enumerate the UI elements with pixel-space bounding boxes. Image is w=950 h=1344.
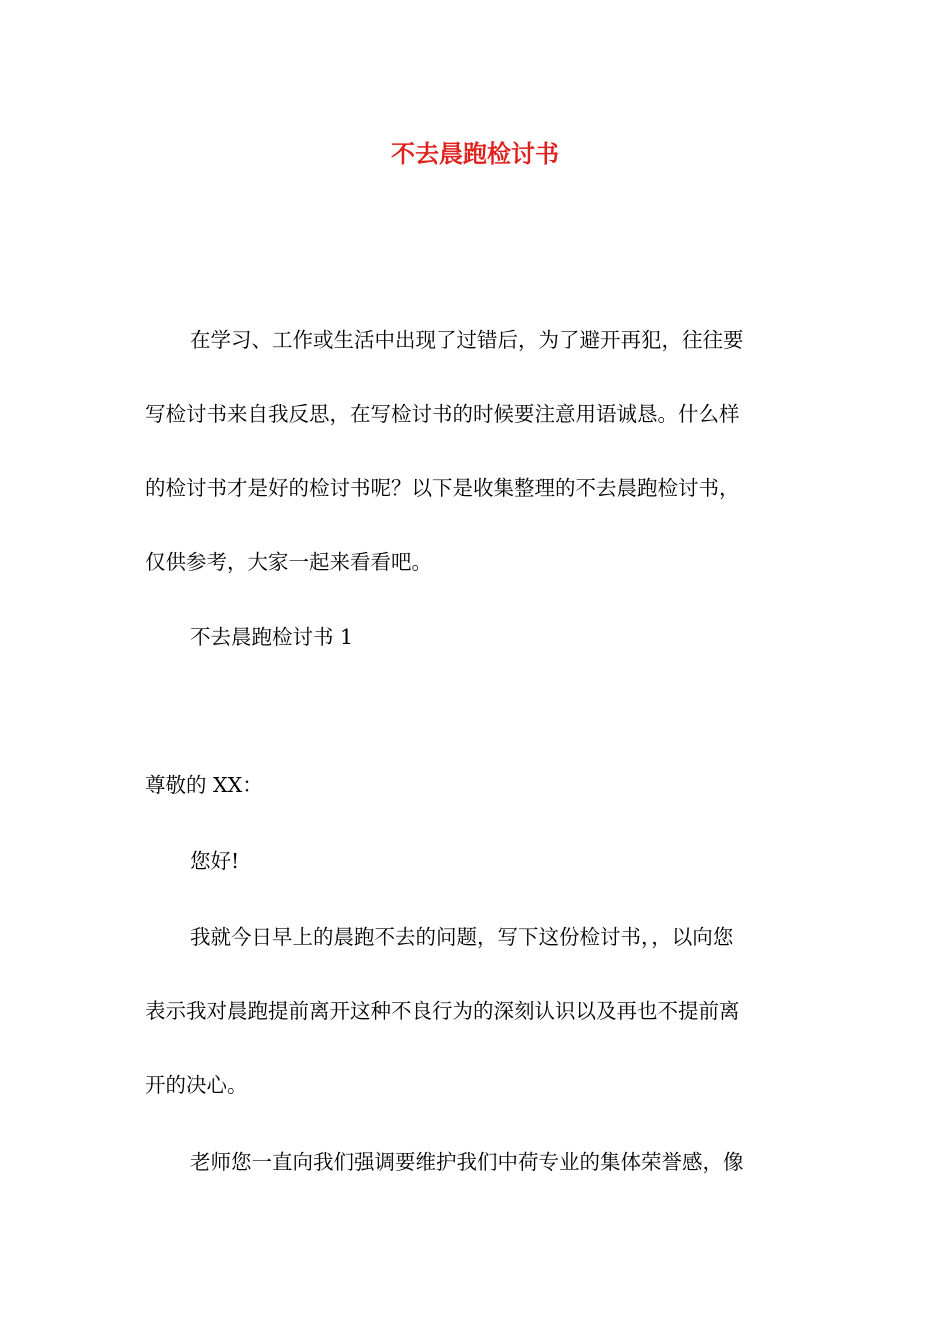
paragraph-line: 写检讨书来自我反思，在写检讨书的时候要注意用语诚恳。什么样 [145,402,740,426]
salutation: 尊敬的 XX： [145,773,263,797]
document-title: 不去晨跑检讨书 [391,139,559,168]
section-heading: 不去晨跑检讨书 1 [190,625,354,649]
paragraph-line: 开的决心。 [145,1073,248,1097]
paragraph-line: 老师您一直向我们强调要维护我们中荷专业的集体荣誉感，像 [190,1150,744,1174]
greeting: 您好! [190,849,240,873]
paragraph-line: 的检讨书才是好的检讨书呢？以下是收集整理的不去晨跑检讨书， [145,476,740,500]
paragraph-line: 表示我对晨跑提前离开这种不良行为的深刻认识以及再也不提前离 [145,999,740,1023]
paragraph-line: 仅供参考，大家一起来看看吧。 [145,550,432,574]
paragraph-line: 在学习、工作或生活中出现了过错后，为了避开再犯，往往要 [190,328,744,352]
paragraph-line: 我就今日早上的晨跑不去的问题，写下这份检讨书，，以向您 [190,925,734,949]
